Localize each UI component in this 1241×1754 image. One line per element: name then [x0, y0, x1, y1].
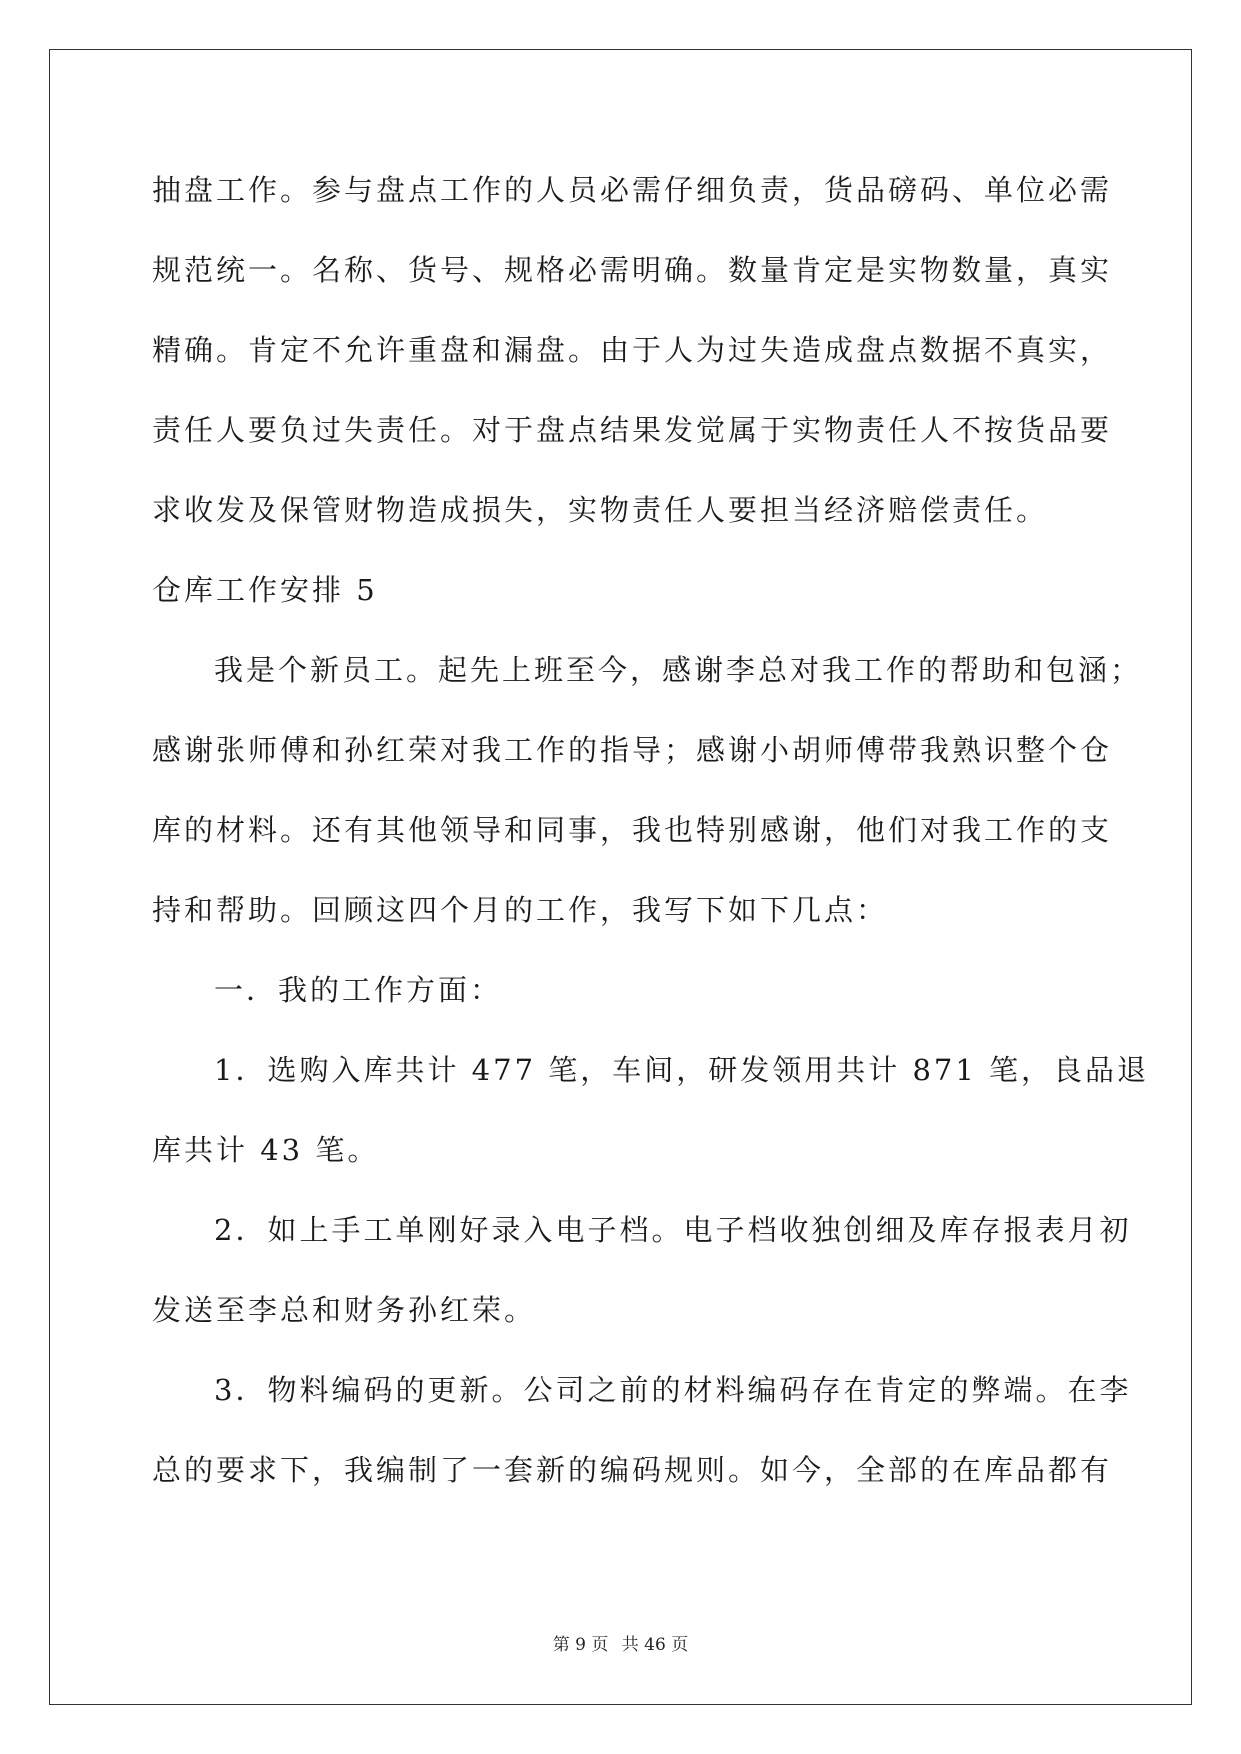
page-total: 共 46 页: [621, 1635, 689, 1655]
text-line: 规范统一。名称、货号、规格必需明确。数量肯定是实物数量，真实: [152, 253, 1113, 287]
text-line: 持和帮助。回顾这四个月的工作，我写下如下几点：: [152, 893, 889, 927]
text-line: 总的要求下，我编制了一套新的编码规则。如今，全部的在库品都有: [152, 1453, 1113, 1487]
section-heading: 仓库工作安排 5: [152, 573, 378, 607]
page-number: 第 9 页: [552, 1635, 609, 1655]
text-line: 责任人要负过失责任。对于盘点结果发觉属于实物责任人不按货品要: [152, 413, 1113, 447]
list-item: 2．如上手工单刚好录入电子档。电子档收独创细及库存报表月初: [214, 1213, 1132, 1247]
list-item: 3．物料编码的更新。公司之前的材料编码存在肯定的弊端。在李: [214, 1373, 1132, 1407]
text-line: 感谢张师傅和孙红荣对我工作的指导；感谢小胡师傅带我熟识整个仓: [152, 733, 1113, 767]
text-line: 抽盘工作。参与盘点工作的人员必需仔细负责，货品磅码、单位必需: [152, 173, 1113, 207]
text-line: 我是个新员工。起先上班至今，感谢李总对我工作的帮助和包涵；: [214, 653, 1143, 687]
text-line: 求收发及保管财物造成损失，实物责任人要担当经济赔偿责任。: [152, 493, 1049, 527]
text-line: 库共计 43 笔。: [152, 1133, 380, 1167]
page-footer: [0, 1630, 1241, 1655]
subheading: 一．我的工作方面：: [214, 973, 503, 1007]
text-line: 发送至李总和财务孙红荣。: [152, 1293, 537, 1327]
text-line: 库的材料。还有其他领导和同事，我也特别感谢，他们对我工作的支: [152, 813, 1113, 847]
document-body: [152, 160, 1150, 1520]
text-line: 精确。肯定不允许重盘和漏盘。由于人为过失造成盘点数据不真实，: [152, 333, 1113, 367]
list-item: 1．选购入库共计 477 笔，车间，研发领用共计 871 笔，良品退: [214, 1053, 1150, 1087]
